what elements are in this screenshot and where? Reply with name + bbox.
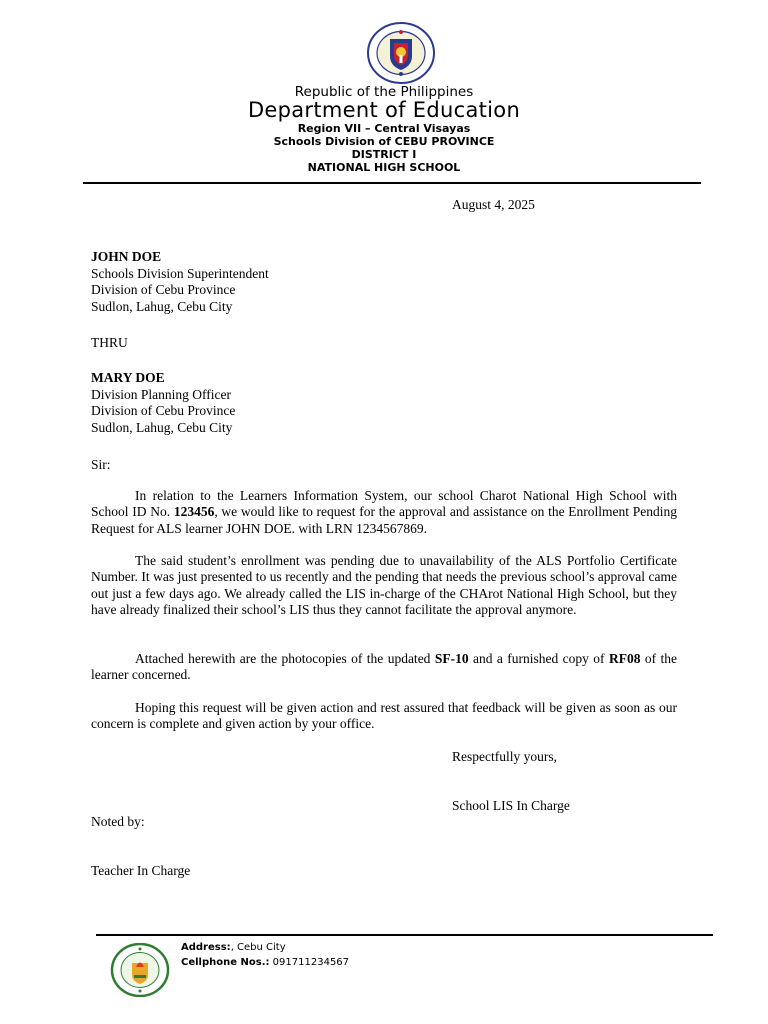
paragraph-4 [91, 700, 677, 733]
division-line: Schools Division of CEBU PROVINCE [273, 135, 495, 148]
paragraph-1-text-a: In relation to the Learners Information System, our school Charot National High School with School ID No. [91, 488, 677, 520]
thru-recipient-address: Sudlon, Lahug, Cebu City [91, 419, 233, 435]
school-seal [110, 943, 170, 997]
salutation: Sir: [91, 457, 111, 472]
address-value: , Cebu City [230, 942, 286, 953]
recipient-office: Division of Cebu Province [91, 282, 236, 297]
paragraph-4-text: Hoping this request will be given action and rest assured that feedback will be given as soon as our concern is complete and given action by your office. [91, 700, 677, 732]
republic-line: Republic of the Philippines [294, 84, 474, 100]
signatory: School LIS In Charge [452, 798, 570, 813]
region-line: Region VII – Central Visayas [297, 122, 471, 135]
school-id: 123456 [173, 504, 215, 520]
phone-value: 091711234567 [269, 957, 350, 968]
paragraph-2 [91, 553, 677, 618]
address-label: Address: [181, 942, 231, 953]
recipient-block [91, 249, 269, 315]
recipient-title: Schools Division Superintendent [91, 265, 269, 281]
rf08-label: RF08 [608, 651, 641, 666]
letter-date: August 4, 2025 [452, 197, 535, 212]
phone-label: Cellphone Nos.: [181, 957, 270, 968]
thru-recipient-block [91, 370, 235, 436]
thru-recipient-name: MARY DOE [91, 370, 165, 385]
deped-seal [366, 22, 436, 84]
header-divider [83, 182, 701, 184]
footer-phone [181, 957, 349, 968]
school-line: NATIONAL HIGH SCHOOL [307, 161, 461, 174]
footer-address [181, 942, 286, 953]
thru-recipient-office: Division of Cebu Province [91, 403, 236, 418]
noted-by-label: Noted by: [91, 814, 145, 829]
district-line: DISTRICT I [351, 148, 417, 161]
sf10-label: SF-10 [434, 651, 469, 666]
paragraph-3-text-b: and a furnished copy of [468, 651, 609, 666]
recipient-address: Sudlon, Lahug, Cebu City [91, 298, 233, 314]
footer-divider [96, 934, 713, 936]
paragraph-3-text-a: Attached herewith are the photocopies of the updated [135, 651, 435, 666]
paragraph-3-text-c: of the learner concerned. [91, 651, 677, 683]
closing: Respectfully yours, [452, 749, 557, 764]
thru-label: THRU [91, 335, 128, 350]
paragraph-1-text-b: , we would like to request for the approval and assistance on the Enrollment Pending Request for ALS learner JOHN DOE. with LRN 1234567869. [91, 504, 678, 536]
recipient-name: JOHN DOE [91, 249, 162, 264]
paragraph-2-text: The said student’s enrollment was pending due to unavailability of the ALS Portfolio Certificate Number. It was just presented to us recently and the pending that needs the previous school’s approval came out just a few days ago. We already called the LIS in-charge of the CHArot National High School, but they have already finalized their school’s LIS thus they cannot facilitate the approval anymore. [91, 553, 677, 617]
department-title: Department of Education [247, 98, 521, 122]
paragraph-1 [91, 488, 677, 537]
noted-signatory: Teacher In Charge [91, 863, 191, 878]
thru-recipient-title: Division Planning Officer [91, 386, 231, 402]
paragraph-3 [91, 651, 677, 684]
